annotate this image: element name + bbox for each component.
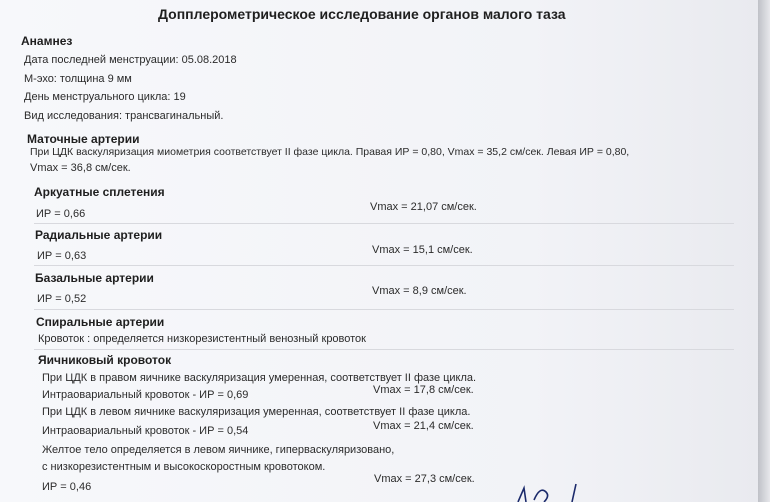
page-edge (758, 0, 770, 502)
uterine-heading: Маточные артерии (27, 132, 140, 146)
radial-ir: ИР = 0,63 (37, 250, 87, 262)
basal-heading: Базальные артерии (35, 271, 154, 285)
ovarian-left-1: При ЦДК в левом яичнике васкуляризация умеренная, соответствует II фазе цикла. (42, 406, 471, 418)
basal-vmax: Vmax = 8,9 см/сек. (372, 285, 467, 297)
basal-ir: ИР = 0,52 (37, 293, 87, 305)
divider (34, 309, 734, 310)
arcuate-vmax: Vmax = 21,07 см/сек. (370, 201, 477, 213)
ovarian-left-vmax: Vmax = 21,4 см/сек. (373, 420, 474, 432)
arcuate-ir: ИР = 0,66 (36, 208, 86, 220)
ovarian-heading: Яичниковый кровоток (38, 353, 172, 367)
divider (34, 265, 734, 266)
corpus-luteum-vmax: Vmax = 27,3 см/сек. (374, 473, 475, 485)
last-period: Дата последней менструации: 05.08.2018 (24, 54, 237, 66)
ovarian-left-2: Интраовариальный кровоток - ИР = 0,54 (42, 425, 249, 437)
divider (34, 223, 734, 224)
uterine-line-1: При ЦДК васкуляризация миометрия соответствует II фазе цикла. Правая ИР = 0,80, Vmax = 35,2 см/сек. Левая ИР = 0,80, (30, 146, 630, 158)
exam-type: Вид исследования: трансвагинальный. (24, 110, 224, 122)
divider (34, 349, 734, 350)
uterine-line-2: Vmax = 36,8 см/сек. (30, 162, 131, 174)
ovarian-right-2: Интраовариальный кровоток - ИР = 0,69 (42, 389, 249, 401)
spiral-heading: Спиральные артерии (36, 315, 165, 329)
anamnesis-heading: Анамнез (21, 34, 73, 48)
m-echo: М-эхо: толщина 9 мм (24, 73, 132, 85)
spiral-text: Кровоток : определяется низкорезистентный венозный кровоток (38, 333, 366, 345)
arcuate-heading: Аркуатные сплетения (34, 185, 165, 199)
radial-heading: Радиальные артерии (35, 228, 163, 242)
corpus-luteum-1: Желтое тело определяется в левом яичнике, гиперваскуляризовано, (42, 444, 395, 456)
cycle-day: День менструального цикла: 19 (24, 91, 186, 103)
corpus-luteum-ir: ИР = 0,46 (42, 481, 92, 493)
page-title: Допплерометрическое исследование органов малого таза (158, 6, 566, 22)
signature-mark (510, 482, 590, 502)
corpus-luteum-2: с низкорезистентным и высокоскоростным кровотоком. (42, 461, 326, 473)
ovarian-right-1: При ЦДК в правом яичнике васкуляризация умеренная, соответствует II фазе цикла. (42, 372, 477, 384)
radial-vmax: Vmax = 15,1 см/сек. (372, 244, 473, 256)
ovarian-right-vmax: Vmax = 17,8 см/сек. (373, 384, 474, 396)
